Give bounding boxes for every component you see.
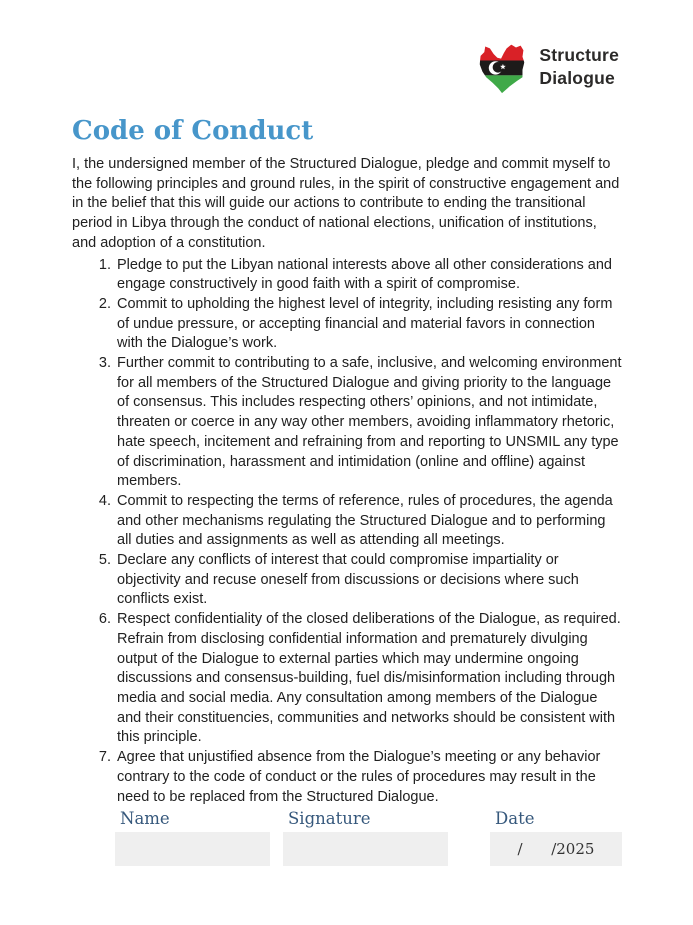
name-field[interactable]	[115, 832, 270, 866]
signature-label: Signature	[288, 809, 371, 829]
logo-wordmark-line2: Dialogue	[539, 68, 615, 88]
signature-field[interactable]	[283, 832, 448, 866]
flag-band-green	[474, 75, 530, 94]
rule-item-4: 4. Commit to respecting the terms of reference, rules of procedures, the agenda and other mechanisms regulating the Structured Dialogue and to performing all duties and assignments as well as attending all meetings.	[115, 492, 622, 551]
libya-map-flag-icon	[474, 40, 530, 94]
flag-band-red	[474, 40, 530, 60]
rules-list	[72, 256, 622, 808]
name-label: Name	[120, 809, 170, 829]
page-title: Code of Conduct	[72, 116, 314, 146]
name-column	[115, 809, 270, 866]
logo-wordmark-line1: Structure	[539, 45, 619, 65]
rule-item-7: 7. Agree that unjustified absence from the Dialogue’s meeting or any behavior contrary to the code of conduct or the rules of procedures may result in the need to be replaced from the Structured Dialogue.	[115, 748, 622, 807]
rule-item-3: 3. Further commit to contributing to a safe, inclusive, and welcoming environment for all members of the Structured Dialogue and giving priority to the language of consensus. This includes respecting others’ opinions, and not intimidate, threaten or coerce in any way other members, avoiding inflammatory rhetoric, hate speech, incitement and refraining from and reporting to UNSMIL any type of discrimination, harassment and intimidation (online and offline) against members.	[115, 354, 622, 492]
rule-item-1: 1. Pledge to put the Libyan national interests above all other considerations and engage constructively in good faith with a spirit of compromise.	[115, 256, 622, 295]
date-label: Date	[495, 809, 535, 829]
rule-item-5: 5. Declare any conflicts of interest that could compromise impartiality or objectivity and recuse oneself from discussions or decisions where such conflicts exist.	[115, 551, 622, 610]
logo-wordmark	[539, 44, 619, 90]
signature-column	[283, 809, 448, 866]
rule-item-6: 6. Respect confidentiality of the closed deliberations of the Dialogue, as required. Refrain from disclosing confidential information and prematurely divulging output of the Dialogue to external parties which may undermine ongoing discussions and consensus-building, fuel dis/misinformation including through media and social media. Any consultation among members of the Dialogue and their constituencies, communities and networks should be consistent with this principle.	[115, 610, 622, 748]
crescent-inner	[493, 62, 504, 73]
logo	[474, 40, 619, 94]
date-value: / /2025	[517, 840, 595, 859]
intro-paragraph: I, the undersigned member of the Structured Dialogue, pledge and commit myself to the following principles and ground rules, in the spirit of constructive engagement and in the belief that this will guide our actions to contribute to ending the transitional period in Libya through the conduct of national elections, unification of institutions, and adoption of a constitution.	[72, 156, 620, 251]
date-column	[490, 809, 622, 866]
rule-item-2: 2. Commit to upholding the highest level of integrity, including resisting any form of undue pressure, or accepting financial and material favors in connection with the Dialogue’s work.	[115, 295, 622, 354]
date-field[interactable]	[490, 832, 622, 866]
signature-row	[115, 809, 693, 866]
